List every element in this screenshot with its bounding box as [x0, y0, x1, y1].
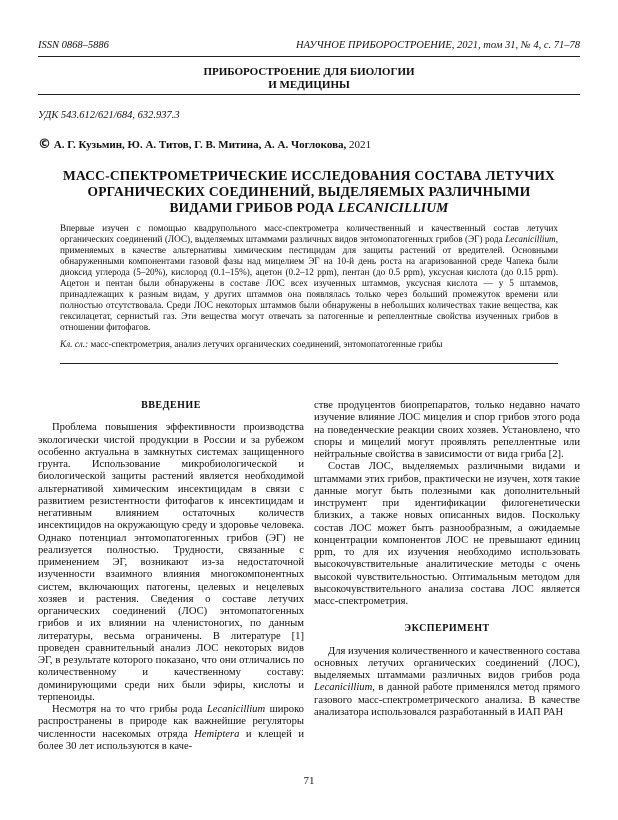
keywords-label: Кл. сл.:	[60, 339, 89, 349]
page-number: 71	[303, 775, 315, 787]
keywords: Кл. сл.: масс-спектрометрия, анализ летучих органических соединений, энтомопатогенные грибы	[60, 339, 443, 349]
abstract: Впервые изучен с помощью квадрупольного масс-спектрометра количественный и качественный состав летучих органических соединений (ЛОС), выделяемых штаммами различных видов энтомопатогенных грибов (ЭГ) рода Lecanicillium, применяемых в качестве альтернативы химическим пестицидам для защиты растений от вредителей. Основными обнаруженными компонентами газовой фазы над мицелием ЭГ на 10-й день роста на агаризованной среде Чапека были диоксид углерода (5–20%), кислород (0.1–15%), ацетон (0.2–12 ppm), пентан (до 0.5 ppm), уксусная кислота (до 0.15 ppm). Ацетон и пентан были обнаружены в составе ЛОС всех изученных штаммов, уксусная кислота — у 5 штаммов, принадлежащих к разным видам, у других штаммов она появлялась только через больший промежуток времени или полностью отсутствовала. Среди ЛОС некоторых штаммов были обнаружены в небольших количествах такие вещества, как гексилацетат, сернистый газ. Эти вещества могут отвечать за патогенные и репеллентные свойства изученных грибов в отношении фитофагов.	[60, 223, 558, 332]
issn: ISSN 0868–5886	[38, 40, 109, 51]
column-right	[314, 400, 580, 719]
abstract-rule	[60, 363, 558, 364]
copyright-year: 2021	[349, 139, 372, 151]
section-rule	[38, 94, 580, 95]
intro-paragraph: Проблема повышения эффективности производства экологически чистой продукции в России и за рубежом особенно актуальна в замкнутых системах защищенного грунта. Использование микробиологической и биологической защиты растений является необходимой альтернативой химическим инсектицидам в связи с развитием резистентности фитофагов к инсектицидам и негативным влиянием остаточных количеств инсектицидов на окружающую среду и здоровье человека. Однако потенциал энтомопатогенных грибов (ЭГ) не реализуется полностью. Трудности, связанные с применением ЭГ, возникают из-за недостаточной изученности взаимного влияния многокомпонентных систем, включающих патогены, целевых и нецелевых хозяев и растения. Сведения о составе летучих органических соединений (ЛОС) энтомопатогенных грибов и их влиянии на членистоногих, по данным литературы, весьма ограничены. В литературе [1] проведен сравнительный анализ ЛОС некоторых видов ЭГ, в результате которого показано, что они отличались по количественному и качественному составу: доминирующими среди них были эфиры, кислоты и терпеноиды.	[38, 422, 304, 703]
running-header	[38, 40, 580, 54]
column-left	[38, 400, 304, 753]
intro-heading: ВВЕДЕНИЕ	[141, 400, 201, 411]
experiment-paragraph: Для изучения количественного и качественного состава основных летучих органических соединений (ЛОС), выделяемых штаммами различных видов грибов рода Lecanicillium, в данной работе применялся метод прямого газового масс-спектрометрического анализа. В качестве анализатора использовался разработанный в ИАП РАН	[314, 645, 581, 718]
genus-name: LECANICILLIUM	[337, 200, 449, 215]
intro-paragraph: стве продуцентов биопрепаратов, только недавно начато изучение влияние ЛОС мицелия и спор грибов этого рода на поведенческие реакции своих хозяев. Установлено, что споры и мицелий могут проявлять репеллентные или нейтральные свойства в зависимости от вида гриба [2].	[314, 400, 580, 460]
authors-line	[38, 137, 371, 152]
article-title: МАСС-СПЕКТРОМЕТРИЧЕСКИЕ ИССЛЕДОВАНИЯ СОСТАВА ЛЕТУЧИХ ОРГАНИЧЕСКИХ СОЕДИНЕНИЙ, ВЫДЕЛЯЕМЫХ РАЗЛИЧНЫМИ ВИДАМИ ГРИБОВ РОДА LECANICILLIUM	[63, 168, 555, 215]
experiment-heading: ЭКСПЕРИМЕНТ	[404, 623, 490, 635]
intro-paragraph: Состав ЛОС, выделяемых различными видами и штаммами этих грибов, практически не изучен, хотя такие данные могут быть полезными как дополнительный инструмент при идентификации филогенетически близких, а также новых описанных видов. Поскольку состав ЛОС может быть разнообразным, а ожидаемые концентрации компонентов ЛОС не превышают единиц ppm, то для их изучения необходимо использовать высокочувствительные аналитические методы с очень высокой чувствительностью. Оптимальным методом для высокочувствительного анализа состава ЛОС является масс-спектрометрия.	[314, 461, 580, 607]
header-rule	[38, 56, 580, 57]
section-title: ПРИБОРОСТРОЕНИЕ ДЛЯ БИОЛОГИИ И МЕДИЦИНЫ	[203, 66, 415, 91]
author-names: А. Г. Кузьмин, Ю. А. Титов, Г. В. Митина, А. А. Чоглокова,	[53, 139, 347, 151]
intro-paragraph: Несмотря на то что грибы рода Lecanicillium широко распространены в природе как важнейшие регуляторы численности насекомых отряда Hemiptera и клещей и более 30 лет используются в каче-	[38, 704, 304, 752]
udc-code: УДК 543.612/621/684, 632.937.3	[38, 110, 180, 121]
copyright-icon: ©	[38, 137, 51, 152]
journal-citation: НАУЧНОЕ ПРИБОРОСТРОЕНИЕ, 2021, том 31, № 4, c. 71–78	[296, 40, 580, 51]
